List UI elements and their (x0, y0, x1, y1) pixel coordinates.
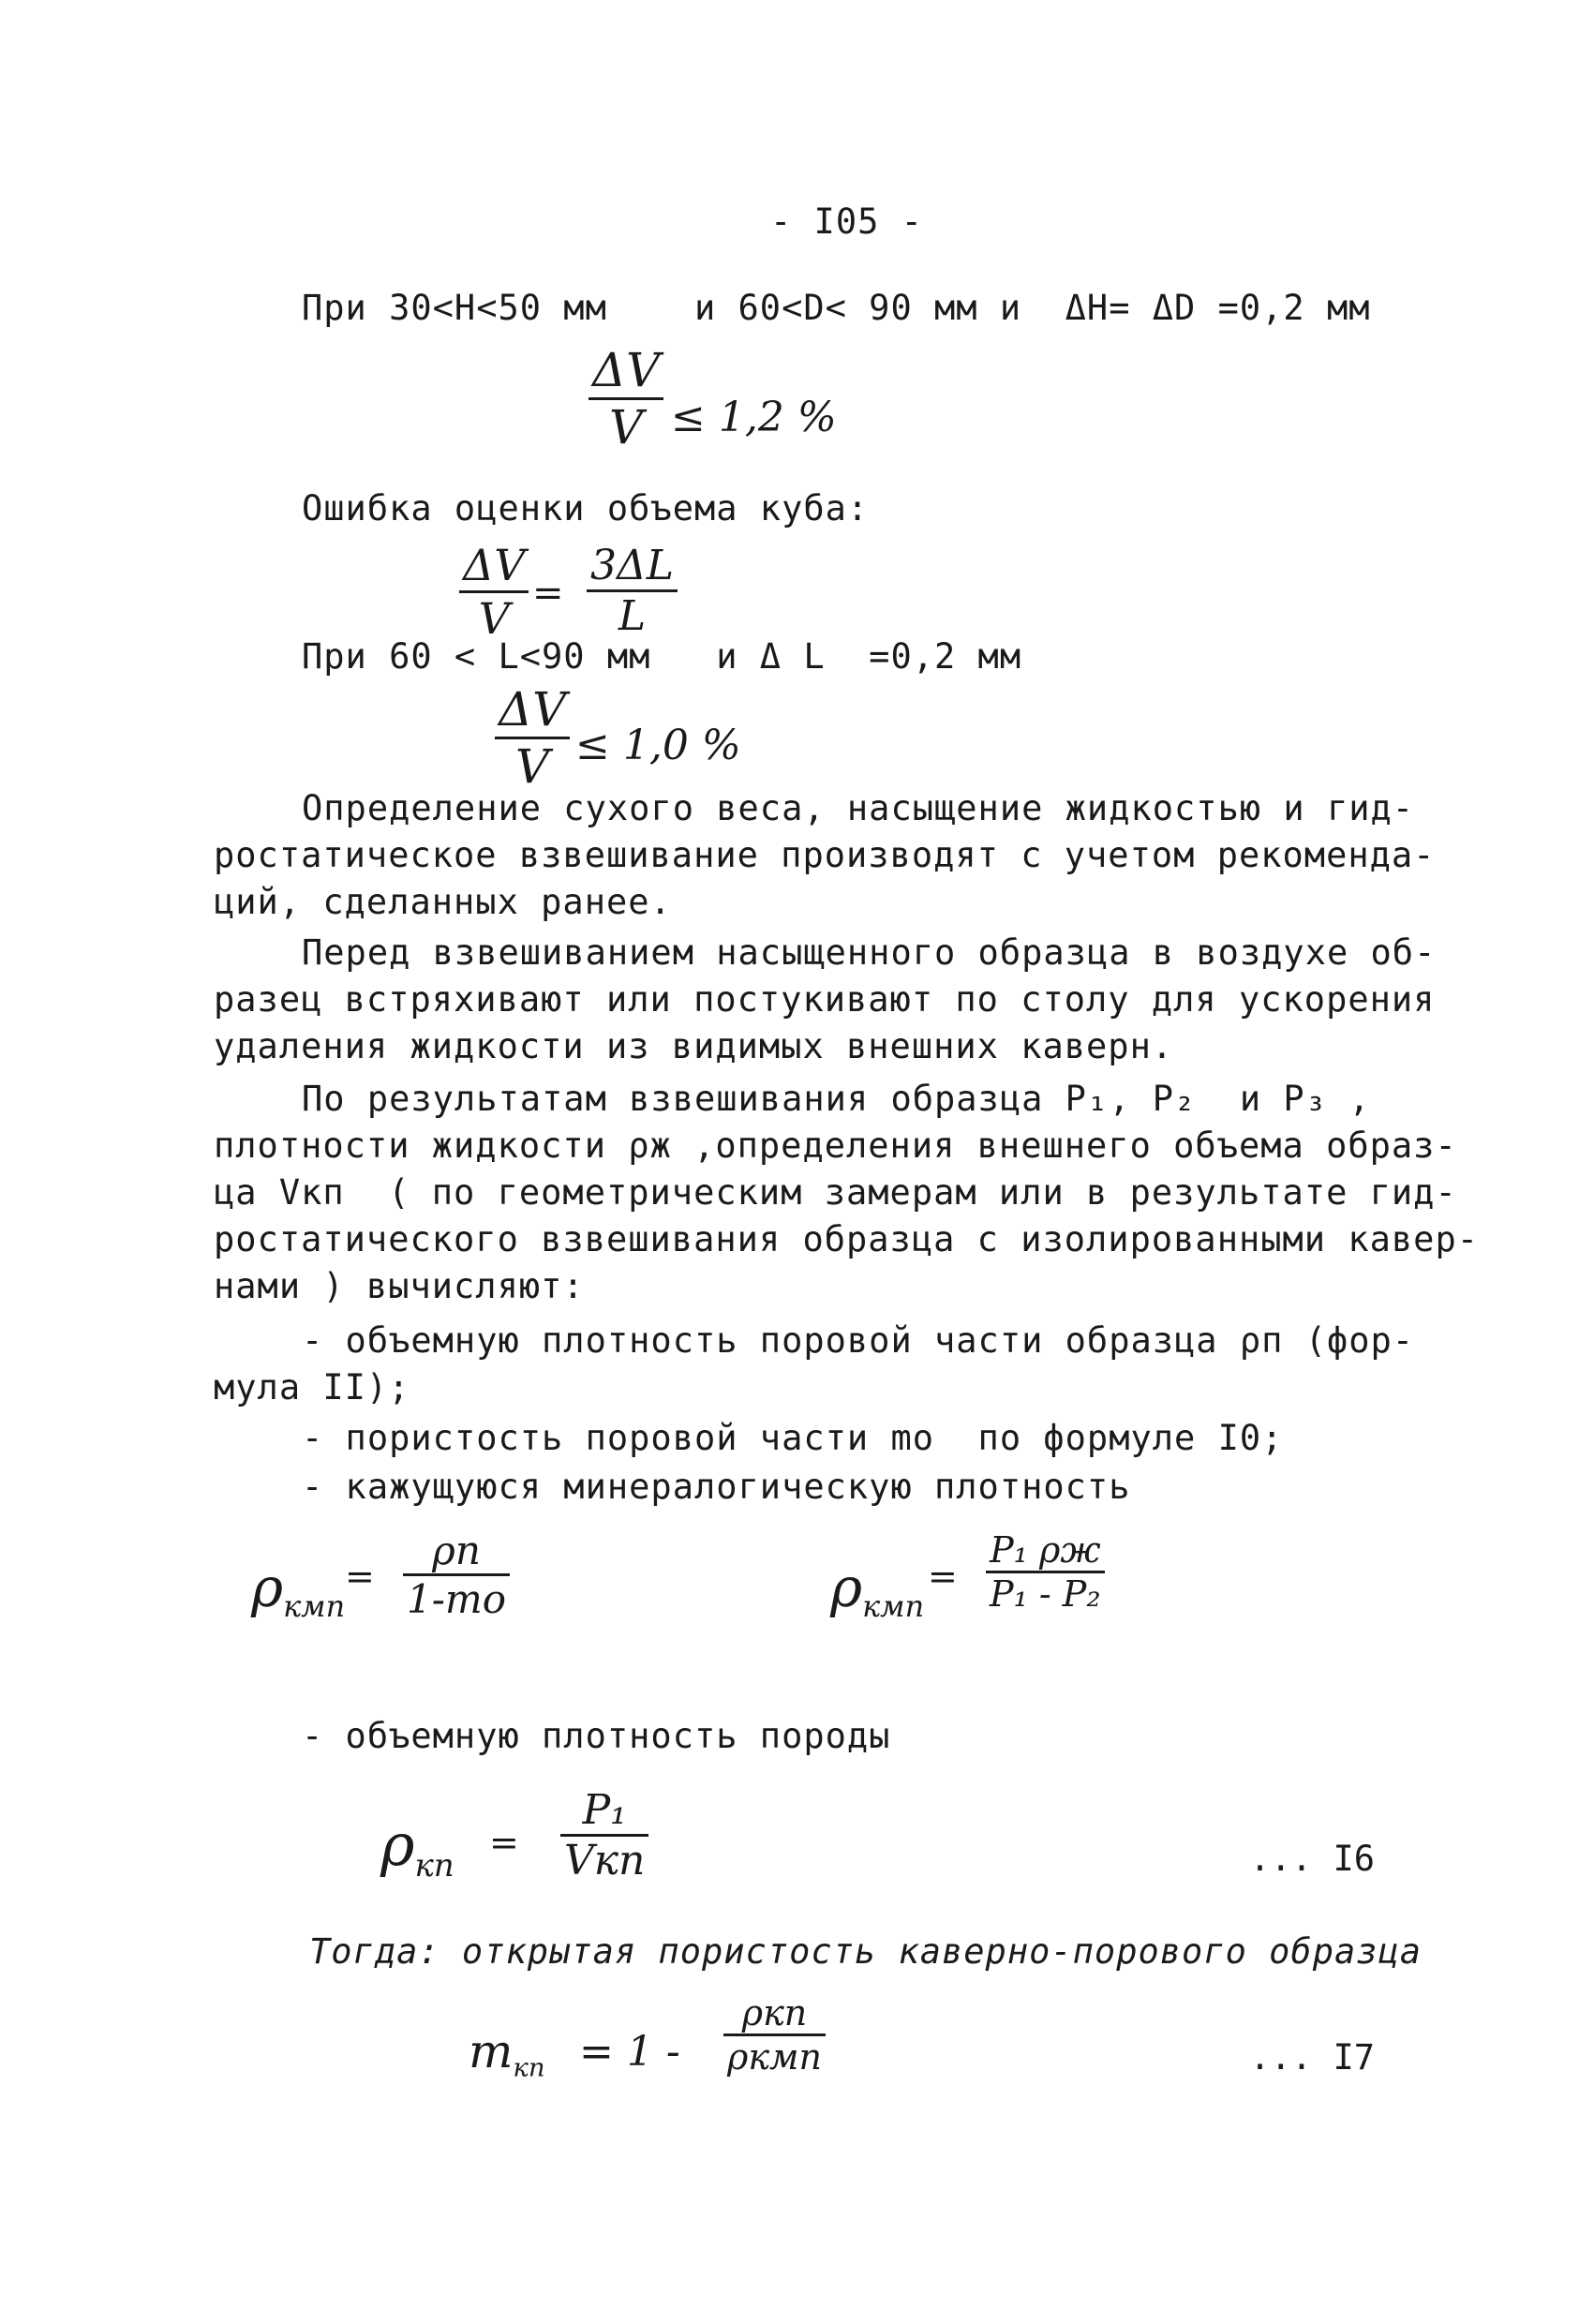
text-line: По результатам взвешивания образца P₁, P₂ и P₃ , (302, 1079, 1371, 1119)
text-line: ца Vкп ( по геометрическим замерам или в результате гид- (214, 1172, 1457, 1213)
fraction-numerator: ΔV (592, 343, 661, 397)
formula-lhs: $\rho_{кмп}$ (830, 1556, 925, 1625)
text-line: ростатического взвешивания образца с изолированными кавер- (214, 1219, 1480, 1259)
equation-number: ... I6 (1249, 1839, 1375, 1879)
fraction-denominator: V (609, 400, 644, 454)
formula-lhs: $\rho_{кп}$ (380, 1810, 454, 1885)
fraction-denominator: V (515, 739, 550, 794)
equals-sign: = (489, 1822, 519, 1863)
text-line: При 60 < L<90 мм и Δ L =0,2 мм (302, 636, 1022, 677)
equals-sign: = (532, 572, 564, 615)
list-item: - объемную плотность поровой части образца ρп (фор- (302, 1320, 1415, 1361)
text-line: нами ) вычисляют: (214, 1266, 585, 1306)
fraction-numerator: ΔV (463, 540, 526, 590)
fraction-numerator: ΔV (499, 682, 567, 737)
list-item: - объемную плотность породы (302, 1716, 891, 1756)
text-line: плотности жидкости ρж ,определения внешнего объема образ- (214, 1125, 1457, 1166)
list-item: - кажущуюся минералогическую плотность (302, 1467, 1131, 1507)
equation-number: ... I7 (1249, 2037, 1375, 2078)
fraction-denominator: Vкп (564, 1837, 646, 1885)
equals-sign: = (345, 1556, 375, 1597)
fraction-numerator: ρкп (741, 1992, 808, 2034)
fraction-denominator: 1-mo (407, 1576, 507, 1622)
text-line: При 30<H<50 мм и 60<D< 90 мм и ΔH= ΔD =0,2 мм (302, 288, 1371, 328)
fraction-numerator: P₁ ρж (990, 1529, 1101, 1571)
formula-lhs: $m_{кп}$ (469, 2024, 545, 2083)
list-item: - пористость поровой части mo по формуле I0; (302, 1418, 1284, 1458)
fraction-denominator: L (618, 592, 647, 640)
fraction-denominator: V (478, 593, 510, 644)
text-line: Перед взвешиванием насыщенного образца в воздухе об- (302, 932, 1437, 973)
fraction-numerator: ρп (432, 1527, 481, 1573)
text-line: Ошибка оценки объема куба: (302, 488, 870, 529)
fraction-numerator: P₁ (582, 1786, 627, 1834)
formula-rhs: ≤ 1,2 % (671, 394, 837, 441)
text-line: удаления жидкости из видимых внешних каверн. (214, 1026, 1174, 1066)
equals-sign: = (928, 1556, 958, 1597)
text-line: Определение сухого веса, насыщение жидкостью и гид- (302, 788, 1415, 828)
fraction-denominator: ρкмп (727, 2036, 823, 2078)
page-number: - I05 - (770, 201, 923, 242)
formula-rhs: ≤ 1,0 % (575, 722, 741, 769)
text-line: разец встряхивают или постукивают по столу для ускорения (214, 979, 1436, 1020)
text-line: Тогда: открытая пористость каверно-порового образца (309, 1931, 1423, 1972)
text-line: ций, сделанных ранее. (214, 882, 672, 922)
list-item: мула II); (214, 1367, 410, 1408)
fraction-denominator: P₁ - P₂ (990, 1573, 1101, 1615)
fraction-numerator: 3ΔL (590, 542, 674, 589)
equals-sign: = 1 - (579, 2028, 680, 2076)
text-line: ростатическое взвешивание производят с учетом рекоменда- (214, 835, 1436, 875)
formula-lhs: $\rho_{кмп}$ (251, 1556, 346, 1625)
